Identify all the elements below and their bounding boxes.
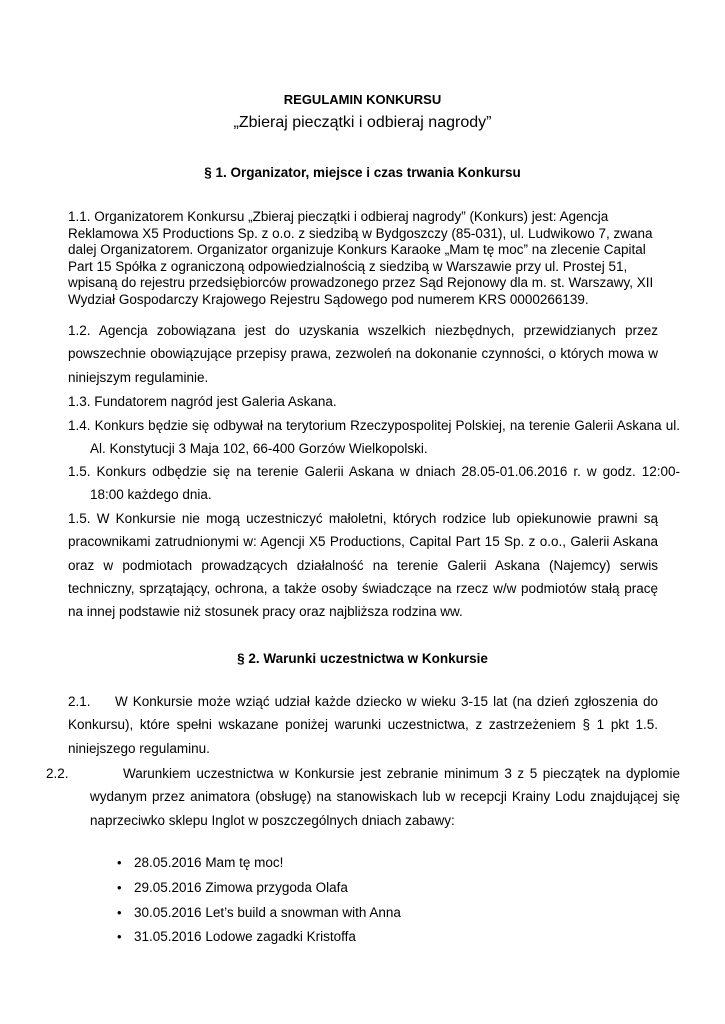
list-item-text: 29.05.2016 Zimowa przygoda Olafa (134, 879, 348, 895)
document-title: REGULAMIN KONKURSU (283, 92, 442, 107)
paragraph-1-3: 1.3. Fundatorem nagród jest Galeria Askana. (68, 394, 337, 409)
bullet-icon: • (117, 904, 122, 920)
paragraph-1-2: 1.2. Agencja zobowiązana jest do uzyskania wszelkich niezbędnych, przewidzianych przez powszechnie obowiązujące przepisy prawa, zezwoleń na dokonanie czynności, o których mowa w niniejszym regulaminie. (68, 323, 658, 385)
list-item-text: 28.05.2016 Mam tę moc! (134, 855, 284, 870)
paragraph-2-1-text: W Konkursie może wziąć udział każde dziecko w wieku 3-15 lat (na dzień zgłoszenia do Konkursu), które spełni wskazane poniżej warunki uczestnictwa, z zastrzeżeniem § 1 pkt 1.5. niniejszego regulaminu. (68, 694, 658, 756)
paragraph-1-5a: 1.5. Konkurs odbędzie się na terenie Galerii Askana w dniach 28.05-01.06.2016 r. w godz. 12:00-18:00 każdego dnia. (68, 464, 680, 503)
paragraph-2-2-text: Warunkiem uczestnictwa w Konkursie jest zebranie minimum 3 z 5 pieczątek na dyplomie wydanym przez animatora (obsługę) na stanowiskach lub w recepcji Krainy Lodu znajdującej się naprzeciwko sklepu Inglot w poszczególnych dniach zabawy: (90, 766, 680, 828)
bullet-icon: • (117, 855, 122, 870)
paragraph-1-5b: 1.5. W Konkursie nie mogą uczestniczyć małoletni, których rodzice lub opiekunowie prawni są pracownikami zatrudnionymi w: Agencji X5 Productions, Capital Part 15 Sp. z o.o., Galerii Askana oraz w podmiotach prowadzących działalność na terenie Galerii Askana (Najemcy) serwis techniczny, sprzątający, ochrona, a także osoby świadczące na rzecz w/w podmiotów stałą pracę na innej podstawie niż stosunek pracy oraz najbliższa rodzina ww. (68, 511, 658, 620)
bullet-icon: • (117, 929, 122, 945)
list-item-text: 30.05.2016 Let’s build a snowman with Anna (134, 904, 401, 920)
paragraph-2-1 (68, 690, 658, 760)
section-2-heading: § 2. Warunki uczestnictwa w Konkursie (237, 651, 488, 666)
document-subtitle: „Zbieraj pieczątki i odbieraj nagrody” (233, 114, 492, 131)
paragraph-2-1-number: 2.1. (68, 694, 91, 709)
paragraph-2-2 (46, 762, 680, 832)
list-item-text: 31.05.2016 Lodowe zagadki Kristoffa (134, 929, 356, 945)
paragraph-1-4: 1.4. Konkurs będzie się odbywał na terytorium Rzeczypospolitej Polskiej, na terenie Galerii Askana ul. Al. Konstytucji 3 Maja 102, 66-400 Gorzów Wielkopolski. (68, 418, 680, 457)
paragraph-1-1: 1.1. Organizatorem Konkursu „Zbieraj pieczątki i odbieraj nagrody” (Konkurs) jest: Agencja Reklamowa X5 Productions Sp. z o.o. z siedzibą w Bydgoszczy (85-031), ul. Ludwikowo 7, zwana dalej Organizatorem. Organizator organizuje Konkurs Karaoke „Mam tę moc” na zlecenie Capital Part 15 Spółka z ograniczoną odpowiedzialnością z siedzibą w Warszawie przy ul. Prostej 51, wpisaną do rejestru przedsiębiorców prowadzonego przez Sąd Rejonowy dla m. st. Warszawy, XII Wydział Gospodarczy Krajowego Rejestru Sądowego pod numerem KRS 0000266139. (68, 209, 654, 307)
paragraph-2-2-number: 2.2. (46, 766, 69, 781)
bullet-icon: • (117, 879, 122, 895)
section-1-heading: § 1. Organizator, miejsce i czas trwania Konkursu (204, 165, 521, 180)
